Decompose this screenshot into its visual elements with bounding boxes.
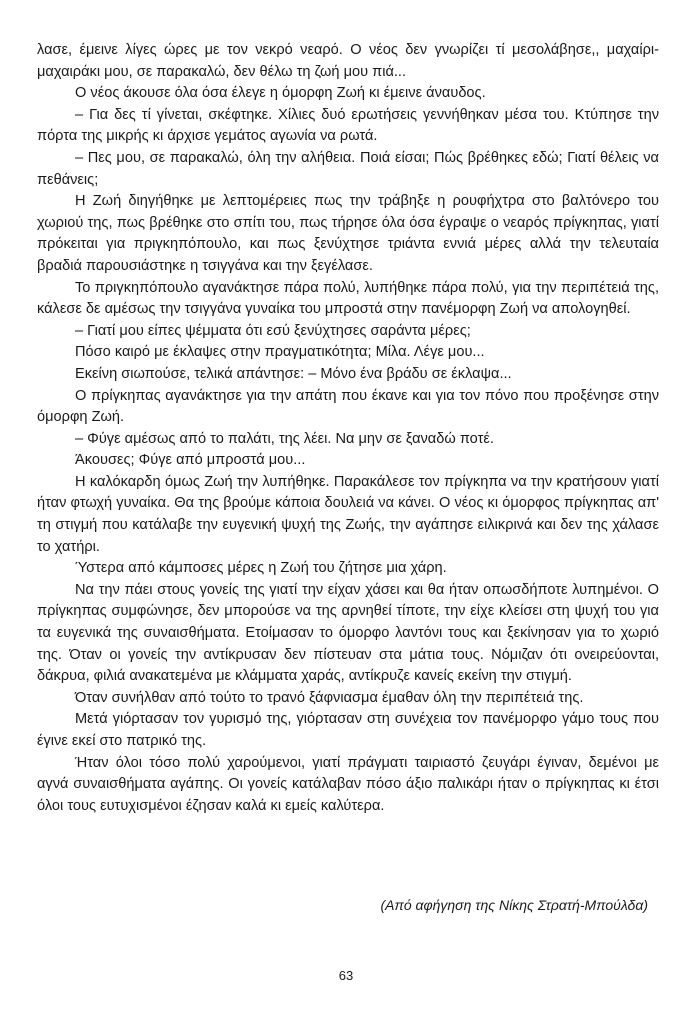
- paragraph: Ο πρίγκηπας αγανάκτησε για την απάτη που έκανε και για τον πόνο που προξένησε στην όμορφη Ζωή.: [37, 387, 659, 426]
- paragraph: – Για δες τί γίνεται, σκέφτηκε. Χίλιες δυό ερωτήσεις γεννήθηκαν μέσα του. Κτύπησε την πόρτα της μικρής κι άρχισε γεμάτος αγωνία να ρωτά.: [37, 106, 659, 145]
- paragraph: Ήταν όλοι τόσο πολύ χαρούμενοι, γιατί πράγματι ταιριαστό ζευγάρι έγιναν, δεμένοι με αγνά συναισθήματα αγάπης. Οι γονείς κατάλαβαν πόσο άξιο παλικάρι ήταν ο πρίγκηπας κι έτσι όλοι τους ευτυχισμένοι έζησαν καλά κι εμείς καλύτερα.: [37, 754, 659, 814]
- paragraph: Πόσο καιρό με έκλαψες στην πραγματικότητα; Μίλα. Λέγε μου...: [75, 344, 485, 361]
- paragraph: Όταν συνήλθαν από τούτο το τρανό ξάφνιασμα έμαθαν όλη την περιπέτειά της.: [75, 689, 584, 706]
- paragraph: – Πες μου, σε παρακαλώ, όλη την αλήθεια. Ποιά είσαι; Πώς βρέθηκες εδώ; Γιατί θέλεις να πεθάνεις;: [37, 149, 659, 188]
- paragraph: Να την πάει στους γονείς της γιατί την είχαν χάσει και θα ήταν οπωσδήποτε λυπημένοι. Ο πρίγκηπας συμφώνησε, δεν μπορούσε να της αρνηθεί τίποτε, την είχε κλείσει στη ψυχή του για τα ευγενικά της συναισθήματα. Ετοίμασαν το όμορφο λαντόνι τους και ξεκίνησαν για το χωριό της. Όταν οι γονείς την αντίκρυσαν δεν πίστευαν στα μάτια τους. Νόμιζαν ότι ονειρεύονται, δάκρυα, φιλιά ανακατεμένα με κλάμματα χαράς, αντίκρυζε κανείς εκείνη την στιγμή.: [37, 581, 659, 685]
- story-text: [37, 40, 659, 817]
- paragraph: – Γιατί μου είπες ψέμματα ότι εσύ ξενύχτησες σαράντα μέρες;: [75, 322, 471, 339]
- paragraph: Άκουσες; Φύγε από μπροστά μου...: [75, 452, 306, 469]
- paragraph: Η καλόκαρδη όμως Ζωή την λυπήθηκε. Παρακάλεσε τον πρίγκηπα να την κρατήσουν γιατί ήταν φτωχή γυναίκα. Θα της βρούμε κάποια δουλειά να κάνει. Ο νέος κι όμορφος πρίγκηπας απ' τη στιγμή που κατάλαβε την ευγενική ψυχή της Ζωής, την αγάπησε ειλικρινά και δεν της χάλασε το χατήρι.: [37, 473, 659, 555]
- paragraph: Εκείνη σιωπούσε, τελικά απάντησε: – Μόνο ένα βράδυ σε έκλαψα...: [75, 365, 512, 382]
- paragraph: λασε, έμεινε λίγες ώρες με τον νεκρό νεαρό. Ο νέος δεν γνωρίζει τί μεσολάβησε,, μαχαίρι-μαχαιράκι μου, σε παρακαλώ, δεν θέλω τη ζωή μου πιά...: [37, 42, 659, 80]
- paragraph: Η Ζωή διηγήθηκε με λεπτομέρειες πως την τράβηξε η ρουφήχτρα στο βαλτόνερο του χωριού της, πως βρέθηκε στο σπίτι του, πως τήρησε όλα όσα έγραψε ο νεαρός πρίγκηπας, γιατί πρόκειται για πριγκηπόπουλο, και πως ξενύχτησε τριάντα εννιά μέρες αλλά την τελευταία βραδιά παρουσιάστηκε η τσιγγάνα και την ξεγέλασε.: [37, 193, 659, 274]
- page-number: 63: [338, 968, 354, 983]
- paragraph: – Φύγε αμέσως από το παλάτι, της λέει. Να μην σε ξαναδώ ποτέ.: [75, 430, 494, 447]
- paragraph: Ύστερα από κάμποσες μέρες η Ζωή του ζήτησε μια χάρη.: [75, 560, 447, 577]
- paragraph: Μετά γιόρτασαν τον γυρισμό της, γιόρτασαν στη συνέχεια τον πανέμορφο γάμο τους που έγινε εκεί στο πατρικό της.: [37, 711, 659, 749]
- paragraph: Το πριγκηπόπουλο αγανάκτησε πάρα πολύ, λυπήθηκε πάρα πολύ, για την περιπέτειά της, κάλεσε δε αμέσως την τσιγγάνα γυναίκα του μπροστά στην πανέμορφη Ζωή να απολογηθεί.: [37, 279, 659, 318]
- attribution: (Από αφήγηση της Νίκης Στρατή-Μπούλδα): [380, 897, 648, 913]
- paragraph: Ο νέος άκουσε όλα όσα έλεγε η όμορφη Ζωή κι έμεινε άναυδος.: [75, 85, 486, 102]
